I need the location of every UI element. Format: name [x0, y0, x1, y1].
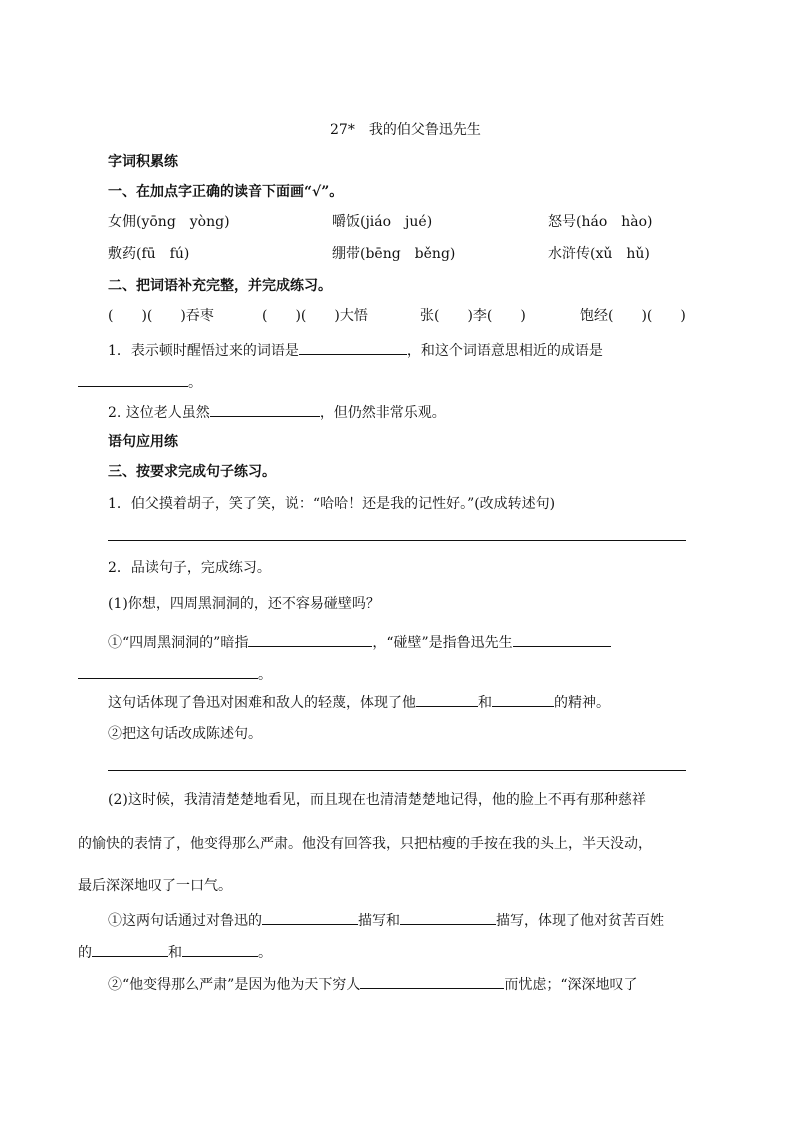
question-2-sub-2-text-b: ，但仍然非常乐观。: [319, 405, 446, 421]
answer-blank[interactable]: [360, 974, 504, 989]
answer-blank[interactable]: [400, 910, 496, 925]
passage-1-question-2-text-b: 和: [478, 695, 492, 711]
period: 。: [188, 375, 202, 391]
pinyin-item: 女佣(yōng yòng): [108, 214, 230, 230]
question-2-sub-1-text-a: 1．表示顿时醒悟过来的词语是: [108, 343, 299, 359]
passage-2-question-1-text-c: 描写，体现了他对贫苦百姓: [496, 913, 664, 929]
question-3-heading: 三、按要求完成句子练习。: [108, 464, 276, 480]
period: 。: [258, 945, 272, 961]
pinyin-item: 水浒传(xǔ hǔ): [548, 246, 650, 262]
question-3-sub-1: 1．伯父摸着胡子，笑了笑，说：“哈哈！还是我的记性好。”(改成转述句): [108, 496, 556, 512]
answer-blank[interactable]: [182, 942, 258, 957]
question-2-sub-2-text-a: 2. 这位老人虽然: [108, 405, 210, 421]
question-3-sub-2: 2．品读句子，完成练习。: [108, 560, 271, 576]
question-2-sub-2: [108, 402, 446, 423]
passage-1-question-3: ②把这句话改成陈述句。: [108, 726, 262, 742]
passage-1-question-1: [108, 632, 611, 653]
passage-2-question-1-text-d: 的: [78, 945, 92, 961]
section-heading-vocabulary: 字词积累练: [108, 154, 178, 170]
passage-2-question-2: [108, 974, 638, 995]
answer-blank[interactable]: [92, 942, 168, 957]
question-2-sub-1: [108, 340, 603, 361]
question-1-heading: 一、在加点字正确的读音下面画“√”。: [108, 184, 344, 200]
question-2-sub-1-cont: [78, 372, 202, 393]
passage-1-question-1-cont: [78, 664, 272, 685]
passage-1-question-2: [108, 692, 610, 713]
answer-blank[interactable]: [78, 372, 188, 387]
answer-line[interactable]: [108, 770, 686, 771]
answer-blank[interactable]: [262, 910, 358, 925]
idiom-fill-item: ( )( )大悟: [262, 308, 368, 324]
pinyin-item: 嚼饭(jiáo jué): [332, 214, 433, 230]
passage-2-question-1: [108, 910, 664, 931]
period: 。: [258, 667, 272, 683]
answer-line[interactable]: [108, 540, 686, 541]
answer-blank[interactable]: [299, 340, 407, 355]
answer-blank[interactable]: [492, 692, 554, 707]
passage-2-line-2: 的愉快的表情了，他变得那么严肃。他没有回答我，只把枯瘦的手按在我的头上，半天没动，: [78, 836, 652, 852]
passage-1-question-2-text-c: 的精神。: [554, 695, 610, 711]
passage-1-question-1-text-b: ，“碰壁”是指鲁迅先生: [372, 635, 513, 651]
passage-2-question-1-text-b: 描写和: [358, 913, 400, 929]
passage-2-question-1-text-e: 和: [168, 945, 182, 961]
pinyin-item: 敷药(fū fú): [108, 246, 190, 262]
answer-blank[interactable]: [210, 402, 320, 417]
question-2-sub-1-text-b: ，和这个词语意思相近的成语是: [406, 343, 603, 359]
passage-2-question-1-cont: [78, 942, 272, 963]
pinyin-item: 绷带(bēng běng): [332, 246, 456, 262]
answer-blank[interactable]: [78, 664, 258, 679]
passage-2-question-2-text-b: 而忧虑；“深深地叹了: [504, 977, 638, 993]
idiom-fill-item: ( )( )吞枣: [108, 308, 214, 324]
passage-2-line-1: (2)这时候，我清清楚楚地看见，而且现在也清清楚楚地记得，他的脸上不再有那种慈祥: [108, 792, 646, 808]
passage-2-question-1-text-a: ①这两句话通过对鲁迅的: [108, 913, 262, 929]
question-2-heading: 二、把词语补充完整，并完成练习。: [108, 278, 332, 294]
answer-blank[interactable]: [416, 692, 478, 707]
answer-blank[interactable]: [513, 632, 611, 647]
passage-1-question-2-text-a: 这句话体现了鲁迅对困难和敌人的轻蔑，体现了他: [108, 695, 416, 711]
passage-1-question-1-text-a: ①“四周黑洞洞的”暗指: [108, 635, 249, 651]
passage-2-line-3: 最后深深地叹了一口气。: [78, 878, 232, 894]
page-title: 27* 我的伯父鲁迅先生: [330, 122, 481, 138]
pinyin-item: 怒号(háo hào): [548, 214, 653, 230]
answer-blank[interactable]: [248, 632, 372, 647]
passage-2-question-2-text-a: ②“他变得那么严肃”是因为他为天下穷人: [108, 977, 361, 993]
passage-1: (1)你想，四周黑洞洞的，还不容易碰壁吗？: [108, 596, 380, 612]
section-heading-sentences: 语句应用练: [108, 434, 178, 450]
idiom-fill-item: 饱经( )( ): [580, 308, 686, 324]
idiom-fill-item: 张( )李( ): [420, 308, 526, 324]
